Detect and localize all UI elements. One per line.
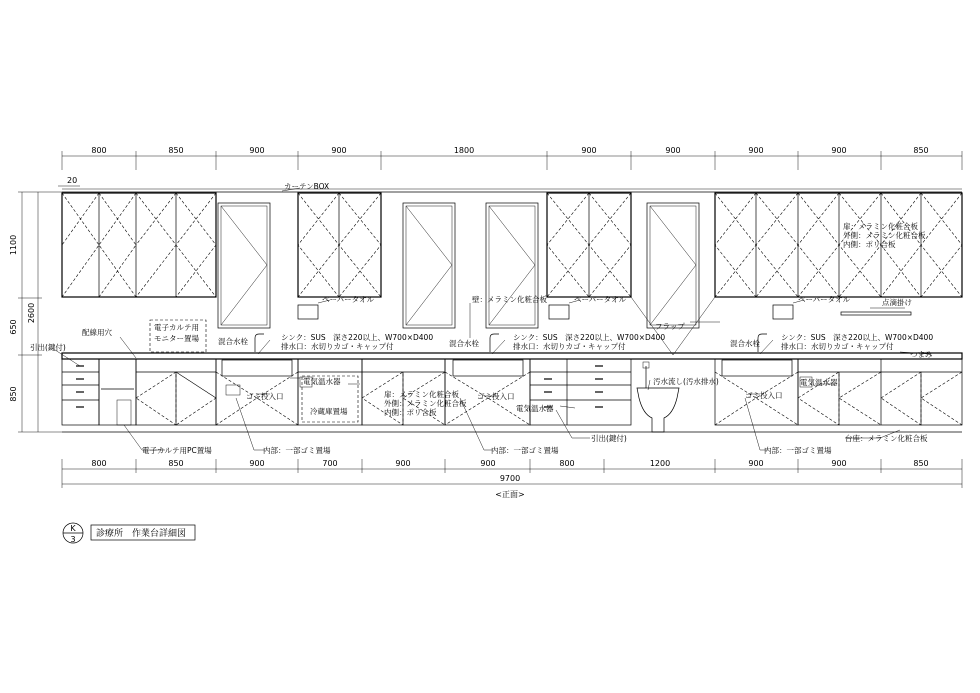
upper-cabinets [62,193,962,328]
left-dimension-lines [9,192,62,432]
label-trash-inner-2: 内部：一部ゴミ置場 [491,446,559,455]
bottom-dim-6: 900 [480,459,496,468]
label-sink-2a: シンク：SUS 深さ220以上、W700×D400 [513,333,666,342]
top-dim-7: 900 [665,146,681,155]
label-flap: フラップ [655,322,685,331]
elevation-label: <正面> [495,490,525,499]
label-trash-inner-1: 内部：一部ゴミ置場 [263,446,331,455]
label-door-spec-2: 外側：メラミン化粧合板 [843,231,926,240]
title-block [63,523,195,544]
label-karte-monitor-1: 電子カルテ用 [154,323,199,332]
label-paper-towel-3: ペーパータオル [798,295,851,304]
top-dim-8: 900 [748,146,764,155]
label-trash-slot-3: ゴミ投入口 [745,391,783,400]
top-dim-1: 800 [91,146,107,155]
label-wall-panel: 壁：メラミン化粧合板 [472,295,547,304]
label-knob: つまみ [910,350,933,359]
label-sink-1b: 排水口：水切りカゴ・キャップ付 [281,342,394,351]
section-symbol-bottom: 3 [70,535,76,544]
left-dim-mid: 650 [9,319,18,335]
label-karte-monitor-2: モニター置場 [154,334,199,343]
left-dim-total: 2600 [27,302,36,324]
label-paper-towel-2: ペーパータオル [574,295,627,304]
label-mid-spec-2: 外側：メラミン化粧合板 [384,399,467,408]
top-offset-dim: 20 [67,176,78,185]
label-drip-hanger: 点滴掛け [882,298,912,307]
label-trash-slot-2: ゴミ投入口 [477,392,515,401]
top-dim-3: 900 [249,146,265,155]
bottom-dim-10: 900 [831,459,847,468]
label-faucet-2: 混合水栓 [449,339,479,348]
top-dim-2: 850 [168,146,184,155]
top-dim-4: 900 [331,146,347,155]
label-slop-sink: 汚水流し(汚水排水) [653,377,719,386]
drawing-title: 診療所 作業台詳細図 [96,529,187,539]
label-water-heater-3: 電気温水器 [800,378,838,387]
bottom-dim-1: 800 [91,459,107,468]
label-water-heater-1: 電気温水器 [303,377,341,386]
label-base: 台座：メラミン化粧合板 [845,434,928,443]
label-trash-inner-3: 内部：一部ゴミ置場 [764,446,832,455]
label-sink-1a: シンク：SUS 深さ220以上、W700×D400 [281,333,434,342]
top-dim-10: 850 [913,146,929,155]
label-mid-spec-1: 扉：メラミン化粧合板 [384,390,459,399]
top-dimension-line [58,146,962,186]
bottom-dim-7: 800 [559,459,575,468]
label-door-spec-1: 扉：メラミン化粧合板 [843,222,918,231]
label-sink-3b: 排水口：水切りカゴ・キャップ付 [781,342,894,351]
bottom-dim-8: 1200 [649,459,671,468]
label-wiring-hole: 配線用穴 [82,328,112,337]
bottom-dim-3: 900 [249,459,265,468]
left-dim-lower: 850 [9,386,18,402]
label-pc-place: 電子カルテ用PC置場 [142,446,212,455]
label-water-heater-2: 電気温水器 [516,404,554,413]
label-mid-spec-3: 内側：ポリ合板 [384,408,437,417]
bottom-dim-2: 850 [168,459,184,468]
label-faucet-3: 混合水栓 [730,339,760,348]
label-faucet-1: 混合水栓 [218,337,248,346]
label-drawer-mid: 引出(鍵付) [591,434,627,443]
label-sink-2b: 排水口：水切りカゴ・キャップ付 [513,342,626,351]
bottom-dimension-lines [62,459,962,499]
label-sink-3a: シンク：SUS 深さ220以上、W700×D400 [781,333,934,342]
bottom-dim-4: 700 [322,459,338,468]
label-trash-slot-1: ゴミ投入口 [246,392,284,401]
label-curtain-box: カーテンBOX [284,182,330,191]
section-symbol-top: K [70,524,76,533]
bottom-dim-total: 9700 [499,474,521,483]
paper-towel-dispensers [298,305,793,319]
slop-sink-fixture [637,362,679,432]
bottom-dim-11: 850 [913,459,929,468]
bottom-dim-5: 900 [395,459,411,468]
label-drawer-left: 引出(鍵付) [30,343,66,352]
label-door-spec-3: 内側：ポリ合板 [843,240,896,249]
ceiling-line [62,189,962,192]
label-paper-towel-1: ペーパータオル [322,295,375,304]
bottom-dim-9: 900 [748,459,764,468]
top-dim-6: 900 [581,146,597,155]
top-dim-9: 900 [831,146,847,155]
label-fridge: 冷蔵庫置場 [310,407,348,416]
left-dim-upper: 1100 [9,234,18,256]
top-dim-5: 1800 [453,146,475,155]
